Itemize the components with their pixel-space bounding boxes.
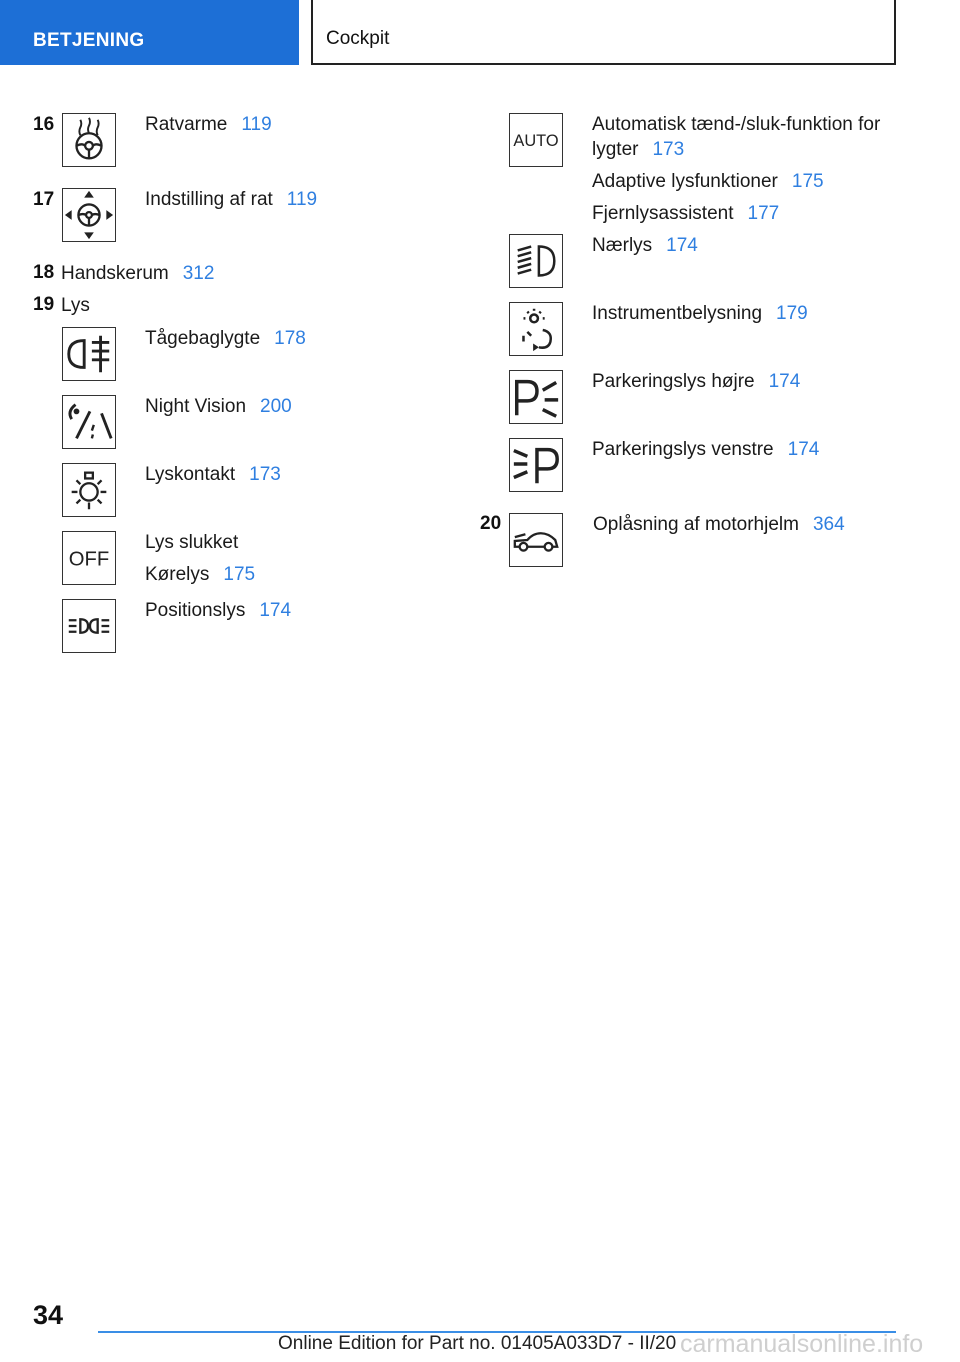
item-number-17: 17 <box>33 189 55 210</box>
list-item-instrumentbelysning <box>592 301 808 326</box>
parking-light-left-icon <box>509 438 563 492</box>
list-item-parkeringslys-hojre <box>592 369 800 394</box>
list-item-ratvarme <box>145 112 272 137</box>
item-label: Ratvarme <box>145 114 228 135</box>
item-label: Lys slukket <box>145 532 239 553</box>
auto-icon-text: AUTO <box>513 131 559 150</box>
page-reference-link[interactable]: 175 <box>791 171 824 192</box>
item-label: Adaptive lysfunktioner <box>592 171 778 192</box>
page-reference-link[interactable]: 119 <box>241 114 272 135</box>
rear-fog-light-icon <box>62 327 116 381</box>
item-number-19: 19 <box>33 294 55 315</box>
page-reference-link[interactable]: 179 <box>776 303 808 324</box>
list-item-oplasning-af-motorhjelm <box>593 512 845 537</box>
list-item-fjernlysassistent <box>592 201 779 226</box>
item-label: lygter <box>592 139 639 160</box>
position-light-icon <box>62 599 116 653</box>
list-item-handskerum <box>61 261 214 286</box>
page-reference-link[interactable]: 175 <box>223 564 256 585</box>
item-label: Fjernlysassistent <box>592 203 734 224</box>
list-item-adaptive-lysfunktioner <box>592 169 824 194</box>
page-reference-link[interactable]: 174 <box>768 371 801 392</box>
list-item-night-vision <box>145 394 292 419</box>
page-reference-link[interactable]: 119 <box>286 189 318 210</box>
off-icon-text: OFF <box>68 548 110 571</box>
steering-adjust-icon <box>62 188 116 242</box>
watermark: carmanualsonline.info <box>680 1330 924 1358</box>
item-label: Instrumentbelysning <box>592 303 763 324</box>
item-label: Kørelys <box>145 564 210 585</box>
item-label: Parkeringslys højre <box>592 371 755 392</box>
item-number-18: 18 <box>33 262 55 283</box>
item-label: Nærlys <box>592 235 653 256</box>
list-item-naerlys <box>592 233 698 258</box>
list-item-lyskontakt <box>145 462 281 487</box>
parking-light-right-icon <box>509 370 563 424</box>
page-reference-link[interactable]: 200 <box>260 396 292 417</box>
page-reference-link[interactable]: 364 <box>812 514 845 535</box>
light-switch-icon <box>62 463 116 517</box>
low-beam-icon <box>509 234 563 288</box>
instrument-lighting-icon <box>509 302 563 356</box>
item-label: Automatisk tænd-/sluk-funktion for <box>592 114 881 135</box>
item-label: Lyskontakt <box>145 464 236 485</box>
night-vision-icon <box>62 395 116 449</box>
list-item-lys-slukket <box>145 530 238 555</box>
item-label: Tågebaglygte <box>145 328 261 349</box>
page-reference-link[interactable]: 177 <box>747 203 780 224</box>
page-reference-link[interactable]: 174 <box>787 439 820 460</box>
item-label: Oplåsning af motorhjelm <box>593 514 799 535</box>
hood-release-icon <box>509 513 563 567</box>
page-reference-link[interactable]: 312 <box>182 263 215 284</box>
item-label: Lys <box>61 295 90 316</box>
list-item-korelys <box>145 562 255 587</box>
page-reference-link[interactable]: 178 <box>274 328 306 349</box>
auto-light-icon <box>509 113 563 167</box>
page-reference-link[interactable]: 174 <box>666 235 698 256</box>
edition-info: Online Edition for Part no. 01405A033D7 - II/20 <box>278 1333 677 1354</box>
page-number: 34 <box>33 1300 64 1330</box>
page-reference-link[interactable]: 174 <box>259 600 292 621</box>
item-label: Night Vision <box>145 396 247 417</box>
off-icon <box>62 531 116 585</box>
item-label: Parkeringslys venstre <box>592 439 774 460</box>
heated-steering-wheel-icon <box>62 113 116 167</box>
item-number-16: 16 <box>33 114 55 135</box>
page-reference-link[interactable]: 173 <box>652 139 685 160</box>
chapter-tab: Cockpit <box>311 0 896 65</box>
list-item-tagebaglygte <box>145 326 306 351</box>
item-label: Handskerum <box>61 263 169 284</box>
list-item-positionslys <box>145 598 291 623</box>
item-label: Indstilling af rat <box>145 189 273 210</box>
item-label: Positionslys <box>145 600 246 621</box>
list-item-automatisk <box>592 112 880 137</box>
page-reference-link[interactable]: 173 <box>249 464 281 485</box>
list-item-lygter <box>592 137 684 162</box>
list-item-parkeringslys-venstre <box>592 437 819 462</box>
list-item-indstilling-af-rat <box>145 187 317 212</box>
item-number-20: 20 <box>480 513 502 534</box>
list-item-lys <box>61 293 90 318</box>
section-tab: BETJENING <box>0 0 299 65</box>
